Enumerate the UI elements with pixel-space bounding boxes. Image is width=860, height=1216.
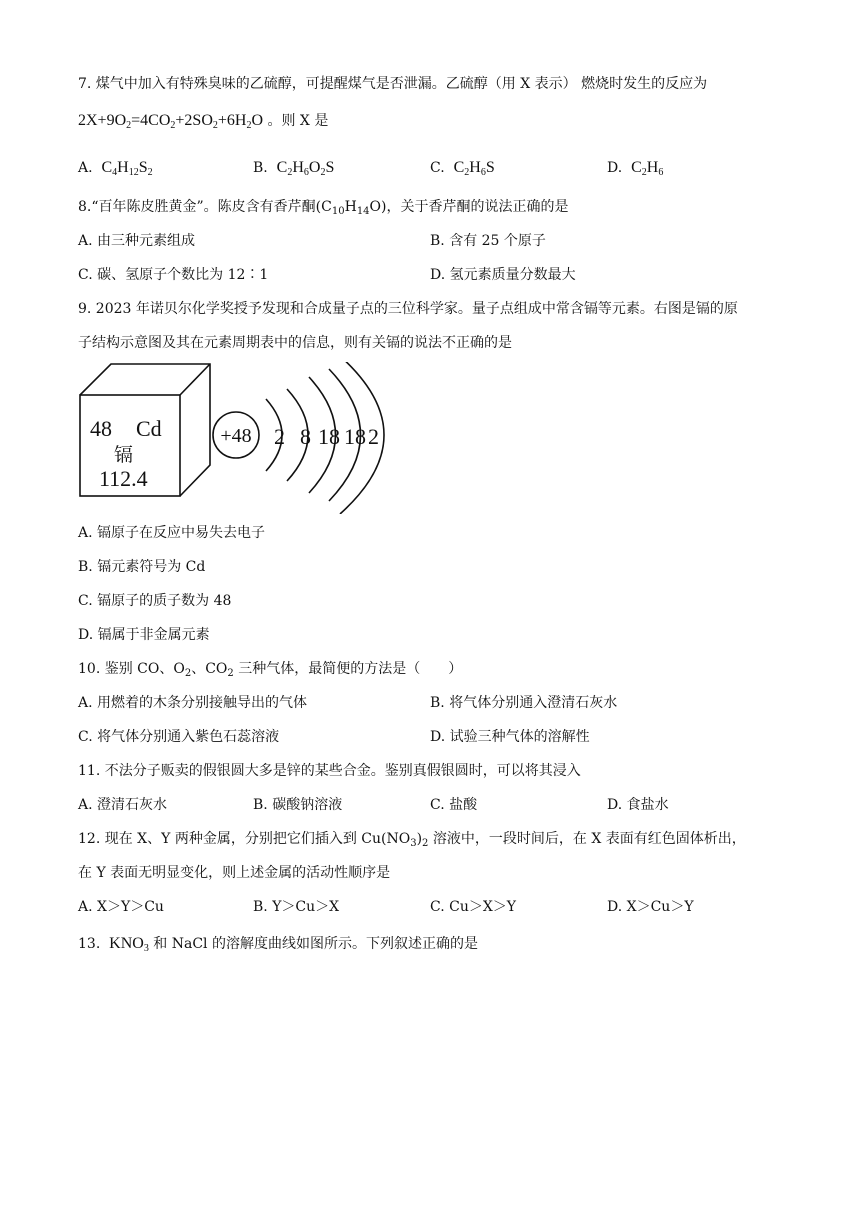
atomic-mass: 112.4 — [99, 466, 148, 491]
q7-equation: $2X+9O_2=4CO_2+2SO_2+6H_2O$ — [78, 112, 264, 131]
q9-stem-line1: 9. 2023 年诺贝尔化学奖授予发现和合成量子点的三位科学家。量子点组成中常含镉等元素。右图是镉的原 — [78, 301, 738, 317]
q9-option-c: C. 镉原子的质子数为 48 — [78, 593, 232, 609]
q10-stem: 10. 鉴别 CO、$O_2$、$CO_2$ 三种气体，最简便的方法是（ ） — [78, 661, 463, 679]
q9-option-a: A. 镉原子在反应中易失去电子 — [78, 525, 266, 541]
q7-stem-line1: 7. 煤气中加入有特殊臭味的乙硫醇，可提醒煤气是否泄漏。乙硫醇（用 X 表示） 燃烧时发生的反应为 — [78, 76, 708, 92]
q11-option-a: A. 澄清石灰水 — [78, 797, 168, 813]
q12-option-a: A. X＞Y＞Cu — [78, 899, 164, 915]
q7-option-c: C. $C_2H_6S$ — [430, 159, 495, 178]
q7-option-d: D. $C_2H_6$ — [607, 159, 664, 178]
q8-stem: 8.“百年陈皮胜黄金”。陈皮含有香芹酮$(C_{10}H_{14}O)$，关于香芹酮的说法正确的是 — [78, 199, 569, 217]
q13-formula: $KNO_3$ — [109, 935, 149, 954]
q8-option-b: B. 含有 25 个原子 — [430, 233, 546, 249]
q7-stem-tail: 。则 X 是 — [267, 113, 329, 129]
q12-option-c: C. Cu＞X＞Y — [430, 899, 517, 915]
q8-option-a: A. 由三种元素组成 — [78, 233, 196, 249]
q12-stem-line1: 12. 现在 X、Y 两种金属，分别把它们插入到 $Cu(NO_3)_2$ 溶液中，一段时间后，在 X 表面有红色固体析出， — [78, 831, 746, 849]
q11-stem: 11. 不法分子贩卖的假银圆大多是锌的某些合金。鉴别真假银圆时，可以将其浸入 — [78, 763, 581, 779]
q11-option-c: C. 盐酸 — [430, 797, 478, 813]
shell-5-count: 2 — [368, 424, 379, 449]
q8-option-c: C. 碳、氢原子个数比为 12∶1 — [78, 267, 269, 283]
q9-option-b: B. 镉元素符号为 Cd — [78, 559, 206, 575]
q10-option-b: B. 将气体分别通入澄清石灰水 — [430, 695, 618, 711]
q12-option-b: B. Y＞Cu＞X — [253, 899, 340, 915]
q7-option-b: B. $C_2H_6O_2S$ — [253, 159, 335, 178]
q11-option-b: B. 碳酸钠溶液 — [253, 797, 343, 813]
cadmium-figure — [78, 362, 398, 514]
q7-stem-line2 — [78, 111, 328, 131]
q10-option-d: D. 试验三种气体的溶解性 — [430, 729, 590, 745]
q12-stem-line2: 在 Y 表面无明显变化，则上述金属的活动性顺序是 — [78, 865, 391, 881]
nucleus-charge: +48 — [220, 425, 252, 447]
element-name: 镉 — [114, 444, 134, 466]
shell-2-count: 8 — [300, 424, 311, 449]
q8-option-d: D. 氢元素质量分数最大 — [430, 267, 576, 283]
shell-4-count: 18 — [344, 424, 366, 449]
q10-option-c: C. 将气体分别通入紫色石蕊溶液 — [78, 729, 280, 745]
shell-3-count: 18 — [318, 424, 340, 449]
q9-stem-line2: 子结构示意图及其在元素周期表中的信息，则有关镉的说法不正确的是 — [78, 335, 512, 351]
q13-stem: 13. $KNO_3$ 和 NaCl 的溶解度曲线如图所示。下列叙述正确的是 — [78, 935, 478, 954]
q7-option-a: A. $C_4H_{12}S_2$ — [78, 159, 153, 178]
q11-option-d: D. 食盐水 — [607, 797, 669, 813]
q9-option-d: D. 镉属于非金属元素 — [78, 627, 210, 643]
shell-1-count: 2 — [274, 424, 285, 449]
element-symbol: Cd — [136, 416, 162, 441]
q12-option-d: D. X＞Cu＞Y — [607, 899, 694, 915]
q10-option-a: A. 用燃着的木条分别接触导出的气体 — [78, 695, 308, 711]
atomic-number: 48 — [90, 416, 112, 441]
